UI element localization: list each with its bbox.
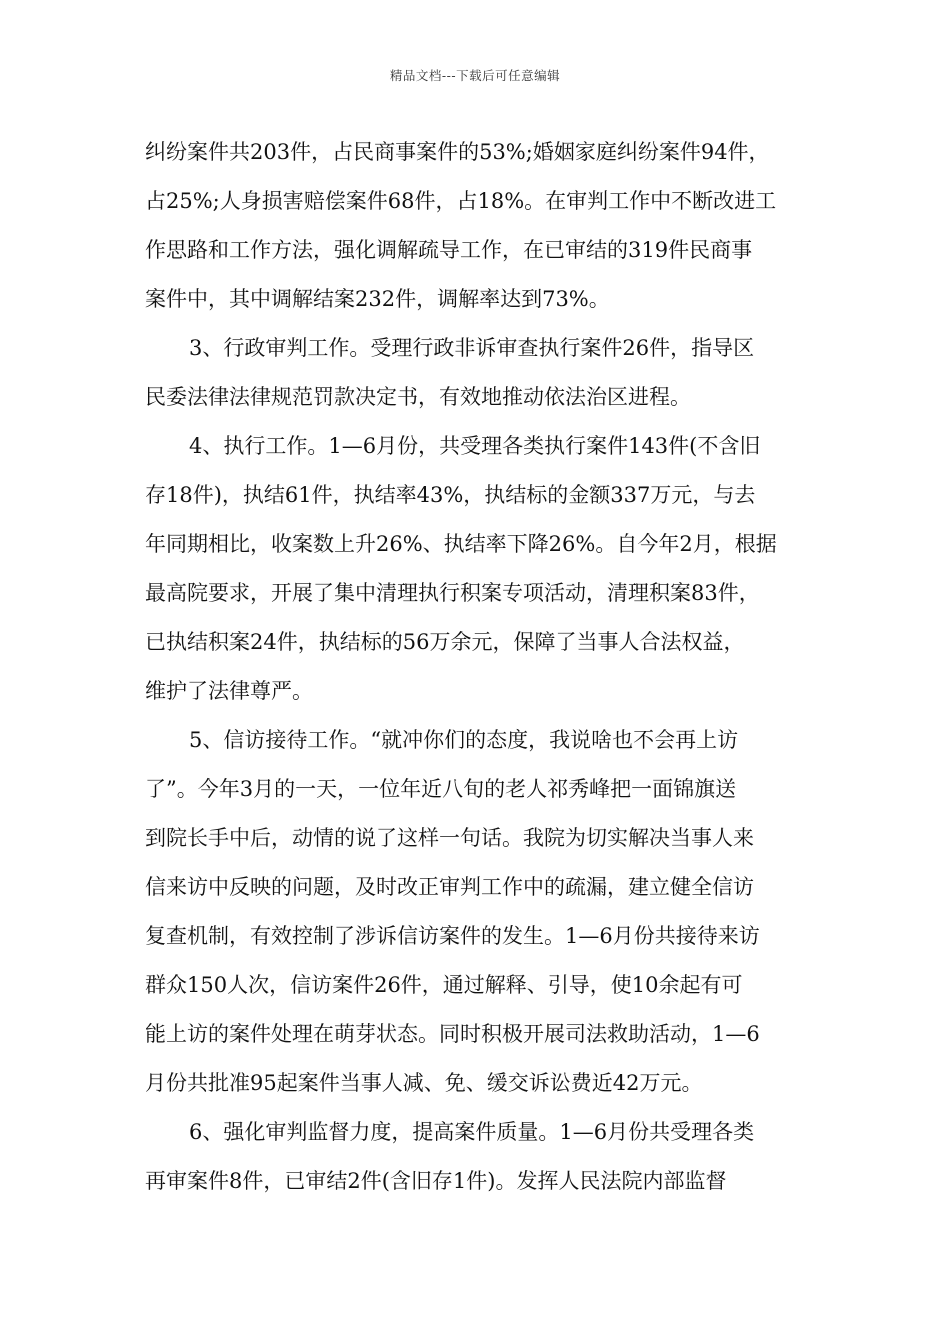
text-line: 复查机制，有效控制了涉诉信访案件的发生。1—6月份共接待来访 — [145, 924, 760, 948]
paragraph-start-line: 6、强化审判监督力度，提高案件质量。1—6月份共受理各类 — [189, 1120, 755, 1144]
text-line: 到院长手中后，动情的说了这样一句话。我院为切实解决当事人来 — [145, 826, 754, 850]
text-line: 年同期相比，收案数上升26%、执结率下降26%。自今年2月，根据 — [145, 532, 777, 556]
text-line: 已执结积案24件，执结标的56万余元，保障了当事人合法权益， — [145, 630, 745, 654]
document-body — [145, 128, 807, 1206]
text-line: 月份共批准95起案件当事人减、免、缓交诉讼费近42万元。 — [145, 1071, 703, 1095]
text-line: 作思路和工作方法，强化调解疏导工作，在已审结的319件民商事 — [145, 238, 753, 262]
text-line: 群众150人次，信访案件26件，通过解释、引导，使10余起有可 — [145, 973, 743, 997]
text-line: 案件中，其中调解结案232件，调解率达到73%。 — [145, 287, 610, 311]
text-line: 了”。今年3月的一天，一位年近八旬的老人祁秀峰把一面锦旗送 — [145, 777, 737, 801]
text-line: 存18件)，执结61件，执结率43%，执结标的金额337万元，与去 — [145, 483, 756, 507]
text-line: 信来访中反映的问题，及时改正审判工作中的疏漏，建立健全信访 — [145, 875, 754, 899]
paragraph-start-line: 4、执行工作。1—6月份，共受理各类执行案件143件(不含旧 — [189, 434, 761, 458]
page-header: 精品文档---下载后可任意编辑 — [389, 68, 561, 83]
text-line: 占25%;人身损害赔偿案件68件，占18%。在审判工作中不断改进工 — [145, 189, 777, 213]
text-line: 纠纷案件共203件，占民商事案件的53%;婚姻家庭纠纷案件94件， — [145, 140, 770, 164]
text-line: 最高院要求，开展了集中清理执行积案专项活动，清理积案83件， — [145, 581, 760, 605]
text-line: 民委法律法律规范罚款决定书，有效地推动依法治区进程。 — [145, 385, 691, 409]
paragraph-start-line: 3、行政审判工作。受理行政非诉审查执行案件26件，指导区 — [189, 336, 755, 360]
text-line: 维护了法律尊严。 — [145, 679, 313, 703]
paragraph-start-line: 5、信访接待工作。“就冲你们的态度，我说啥也不会再上访 — [189, 728, 739, 752]
text-line: 能上访的案件处理在萌芽状态。同时积极开展司法救助活动，1—6 — [145, 1022, 760, 1046]
text-line: 再审案件8件，已审结2件(含旧存1件)。发挥人民法院内部监督 — [145, 1169, 727, 1193]
